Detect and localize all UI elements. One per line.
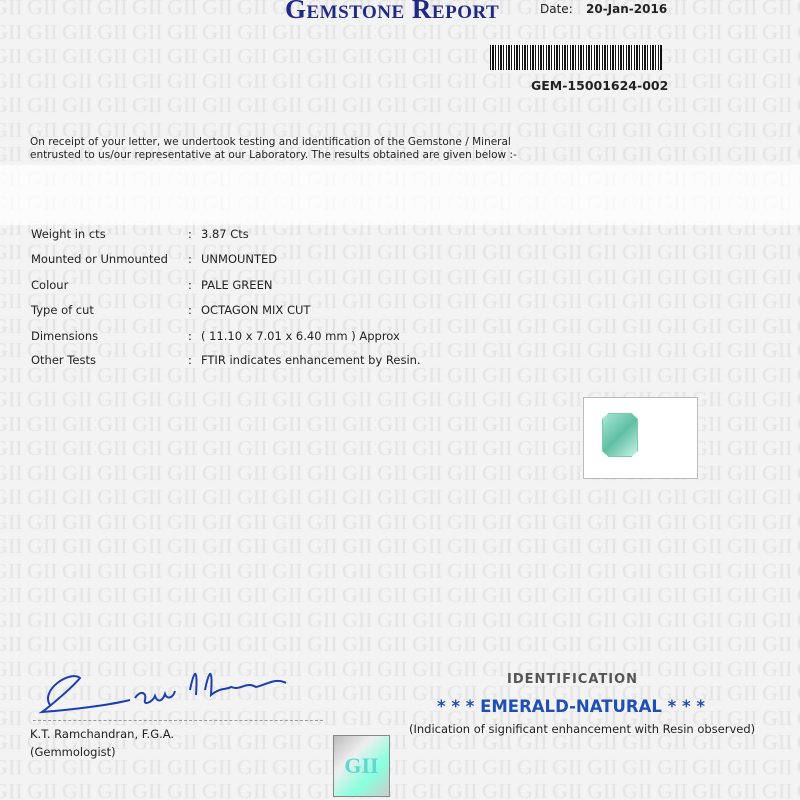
date-label: Date: — [540, 2, 573, 16]
field-label: Colour — [31, 278, 69, 292]
field-separator: : — [188, 303, 192, 317]
field-separator: : — [188, 278, 192, 292]
field-value: OCTAGON MIX CUT — [201, 303, 311, 317]
intro-text: On receipt of your letter, we undertook testing and identification of the Gemstone / Mineral entrusted to us/our representative at our Laboratory. The results obtained are given below :- — [30, 136, 517, 161]
field-row — [31, 353, 531, 369]
field-value: 3.87 Cts — [201, 227, 249, 241]
signatory-name: K.T. Ramchandran, F.G.A. — [30, 727, 175, 741]
field-separator: : — [188, 227, 192, 241]
hologram-seal: GII — [333, 735, 390, 797]
field-label: Dimensions — [31, 329, 99, 343]
field-row — [31, 278, 531, 294]
field-value: UNMOUNTED — [201, 252, 278, 266]
gem-photo — [583, 397, 698, 479]
barcode — [490, 45, 662, 70]
emerald-image — [602, 413, 638, 457]
field-value: PALE GREEN — [201, 278, 273, 292]
field-row — [31, 329, 531, 345]
field-row — [31, 252, 531, 268]
field-label: Mounted or Unmounted — [31, 252, 168, 266]
identification-note: (Indication of significant enhancement with Resin observed) — [409, 722, 756, 736]
field-row — [31, 303, 531, 319]
field-label: Other Tests — [31, 353, 96, 367]
signatory-role: (Gemmologist) — [30, 745, 116, 759]
report-title: Gemstone Report — [285, 0, 500, 24]
field-row — [31, 227, 531, 243]
report-number: GEM-15001624-002 — [531, 78, 669, 93]
field-label: Weight in cts — [31, 227, 106, 241]
identification-result: * * * EMERALD-NATURAL * * * — [437, 697, 705, 716]
signature — [30, 660, 350, 718]
identification-heading: IDENTIFICATION — [507, 672, 639, 687]
field-separator: : — [188, 329, 192, 343]
field-separator: : — [188, 252, 192, 266]
field-value: ( 11.10 x 7.01 x 6.40 mm ) Approx — [201, 329, 400, 343]
date-value: 20-Jan-2016 — [586, 2, 668, 16]
field-value: FTIR indicates enhancement by Resin. — [201, 353, 421, 367]
signature-line — [33, 720, 323, 721]
field-label: Type of cut — [31, 303, 94, 317]
field-separator: : — [188, 353, 192, 367]
